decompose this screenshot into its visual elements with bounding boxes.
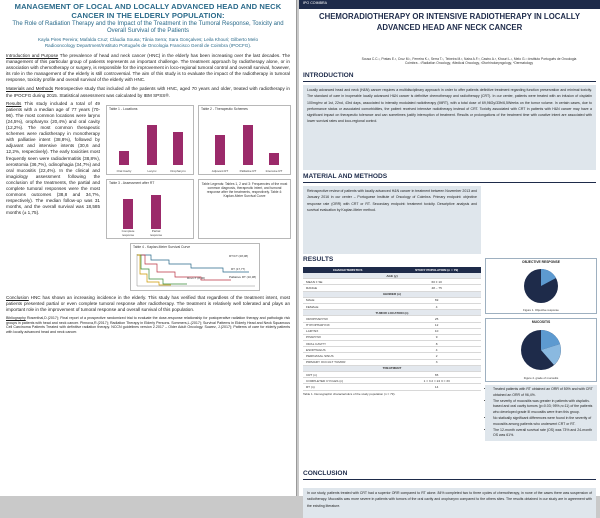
- bar-oropharynx: [173, 132, 183, 165]
- table-cell-key: MALE: [303, 297, 392, 303]
- table-group-label: AGE (y): [303, 273, 481, 279]
- objective-response-chart: [485, 258, 597, 314]
- conclusion-paragraph: [0, 295, 296, 313]
- table-row: [303, 384, 481, 390]
- km-label-rtct: RT/CT (28,08): [229, 253, 249, 258]
- results-section-heading: RESULTS: [303, 256, 334, 263]
- table-cell-value: 12: [392, 322, 481, 328]
- bullet-item: • Treated patients with RT obtained an ORR of 50% and with CRT obtained an ORR of 96,4%.: [493, 387, 594, 398]
- methods-text: Retrospective study that included all the patients with HNC, aged 70 years and older, treated with radiotherapy in the IPOCFG during 2015. Statistical assessment was calculated by IBM SPSS®.: [6, 86, 290, 98]
- table-3-title: Table 3 - Assessment after RT: [109, 180, 155, 185]
- table-cell-value: 48 – 75: [392, 285, 481, 291]
- table-cell-value: 25: [392, 316, 481, 322]
- label-adjuvant: Adjuvant RT: [211, 168, 229, 173]
- table-cell-value: 9: [392, 334, 481, 340]
- results-section: [0, 101, 296, 293]
- table-cell-key: PRIMARY OCCULT TUMOR: [303, 359, 392, 365]
- table-header-characteristics: CHARACTERISTICS: [303, 267, 392, 273]
- pie1-svg: [486, 264, 596, 306]
- intro-text: The prevalence of head and neck cancer (HNC) in the elderly has been increasing over the last decades. The management of this particular group of patients represents an important challenge. The treatment approach by radiotherapy alone, or in association with chemotherapy or surgery, is responsible for the improvement in loco-regional tumoral control and overall survival, however, its role in the management of the elderly is still controversial. The aim of this study is to evaluate the impact of the radiotherapy in tumoral response, toxicity profile and overall survival of the elderly with HNC.: [6, 53, 290, 83]
- bibliography-paragraph: [0, 316, 296, 334]
- km-curve-palliative: [137, 255, 187, 284]
- pie2-title: MUCOSITIS: [531, 320, 551, 324]
- table-header-population: STUDY POPULATION (n = 79): [392, 267, 481, 273]
- table-cell-value: 14: [392, 384, 481, 390]
- methods-paragraph: [0, 86, 296, 98]
- results-heading: Results: [6, 100, 22, 106]
- conclusion-box: In our study, patients treated with CRT had a superior ORR compared to RT alone. 84% completed two to three cycles of chemotherapy, in none of the cases there was suspension of radiotherapy. Mucositis was more severe in patients with tumors of the oral cavity and oropharynx compared to the others sites. The results obtained in our study are in agreement with the existing literature.: [303, 488, 596, 518]
- label-complete: Complete response: [121, 228, 135, 237]
- table-cell-key: CRT (n): [303, 372, 392, 378]
- conclusion-heading: Conclusion: [6, 294, 29, 300]
- mm-box: Retrospective review of patients with locally advanced H&N cancer in treatment between November 2013 and January 2016 in our center – Portuguese Institute of Oncology of Coimbra. Primary endpoint: objective response rate (ORR) with CRT or RT. Secondary endpoint: treatment toxicity. Descriptive analysis and survival evaluation by Kaplan-Meier method.: [303, 186, 481, 254]
- table-caption: Table 1. Demographic characteristics of the study population (n = 79).: [303, 391, 396, 396]
- label-palliative: Palliative RT: [239, 168, 257, 173]
- table-cell-key: RT (n): [303, 384, 392, 390]
- results-text: This study included a total of 49 patients with a median age of 77 years (70-96). The most common locations were larynx (24,5%), oropharynx (20,4%) and oral cavity (12,2%). The most common therapeutic schemes were radiotherapy in monotherapy with palliative intent (38,8%), followed by adjuvant and intensive intents (30,6 and 12,2%, respectively). The early toxicities most frequently seen were radiodermatitis (38,8%), xerostomia (36,7%), odinophagia (34,7%) and oral mucositis (22,4%). In the clinical and imagiology assessment following the conclusion of the treatments, the partial and complete tumoral responses were the most commons outcomes (38,8 and 34,7%, respectively). The median follow-up was 31 months, and the overall survival was 18,585 months (± 1,75).: [6, 100, 100, 216]
- label-partial: Partial response: [149, 228, 163, 237]
- intro-section-heading: INTRODUCTION: [303, 72, 354, 79]
- table-cell-value: 8: [392, 341, 481, 347]
- table-3-assessment: [106, 179, 194, 239]
- conclusion-rule: [303, 479, 596, 480]
- table-cell-value: 1 = 3 2 = 24 3 = 33: [392, 378, 481, 384]
- table-cell-key: COMPLETED CYCLES (n): [303, 378, 392, 384]
- km-label-rxct: Rx+CT (8,00): [187, 275, 206, 280]
- poster-subtitle: The Role of Radiation Therapy and the Impact of the Treatment in the Tumoral Response, Toxicity and Overall Survival of the Patients: [12, 21, 284, 35]
- table-cell-key: LARYNX: [303, 328, 392, 334]
- table-legends: Table Legends: Tables 1, 2 and 3: Frequencies of the most common diagnosis, therapeutic intent, and tumoral response after the treatments, respectively. Table 4: Kaplan-Meier Survival Curve: [198, 179, 291, 239]
- table-4-title: Table 4 - Kaplan-Meier Survival Curve: [133, 244, 191, 249]
- bullet-item: • The 12-month overall survival rate (OS) was 73% and 24-month OS was 61%.: [493, 428, 594, 439]
- bar-larynx: [147, 125, 157, 165]
- bullet-item: • The severity of mucositis was greater in patients with cisplatin-based and oral cavity tumors (p=0.03; 95%,n=11) of the patients who developed grade III mucositis were from this group.: [493, 399, 594, 416]
- label-larynx: Larynx: [147, 168, 157, 173]
- table-1-locations: [106, 105, 194, 175]
- results-bullets: [485, 385, 597, 441]
- pie1-caption: Figure 1. Objective response: [523, 308, 559, 312]
- logo-strip: [299, 0, 600, 9]
- table-cell-key: RANGE: [303, 285, 392, 291]
- table-cell-value: 10: [392, 328, 481, 334]
- ipo-logo: IPO COIMBRA: [303, 1, 327, 5]
- table-cell-key: HYPOPHARYNX: [303, 322, 392, 328]
- table-cell-key: PERINASAL SINUS: [303, 353, 392, 359]
- poster-affiliation: Radiooncology Department/Instituto Português de Oncologia Francisco Gentil de Coimbra (IPOCFG).: [44, 43, 252, 49]
- table-group-label: GENDER (n): [303, 291, 481, 297]
- mucositis-chart: [485, 318, 597, 382]
- table-cell-key: MEAN ± SE: [303, 279, 392, 285]
- pie1-title: OBJECTIVE RESPONSE: [522, 260, 560, 264]
- bibliography-heading: Bibliography: [6, 315, 26, 320]
- table-cell-value: 4: [392, 347, 481, 353]
- pie2-svg: [486, 324, 596, 374]
- conclusion-section-heading: CONCLUSION: [303, 470, 348, 477]
- table-group-label: TREATMENT: [303, 365, 481, 371]
- table-cell-value: 4: [392, 303, 481, 309]
- table-4-kaplan-meier: [130, 243, 260, 291]
- intro-box: Locally advanced head and neck (H&N) cancer requires a multidisciplinary approach in order to offer patients definitive treatment regarding function preservation and minimal toxicity. The standard of care in inoperable locally advanced H&N cancer is definitive chemotherapy and radiotherapy (CRT). In our center, patients were treated with an infusion of cisplatin 100mg/m² at 1st, 22nd, 43rd days, associated to intensity modulated radiotherapy (IMRT), with a total dose of 69,96Gy/33fr/6,5Weeks on the tumor volume. In certain cases, due to performance status or associated comorbidities, the patient received intensive radiotherapy instead of CRT. Toxicity associated with CRT in patients with H&N cancer may have a significant impact on therapeutic tolerance and can sometimes justify interruption of treatment. Results or prolongations of the treatment time with curative intent are associated with lower survival rates and loco-regional control.: [303, 85, 596, 170]
- right-title: CHEMORADIOTHERAPY OR INTENSIVE RADIOTHERAPY IN LOCALLY ADVANCED HEAD ANF NECK CANCER: [318, 12, 581, 32]
- table-2-title: Table 2 - Therapeutic Schemes: [201, 106, 248, 111]
- intro-paragraph: [0, 53, 296, 83]
- demographics-table-body: [303, 273, 481, 390]
- km-label-palliative: Palliative RT (10,38): [229, 274, 257, 279]
- bar-oral-cavity: [119, 151, 129, 165]
- mm-rule: [303, 182, 596, 183]
- table-cell-key: ESOPHAGUS: [303, 347, 392, 353]
- results-paragraph: [6, 101, 100, 217]
- bibliography-text: Rosenthal,D.(2017); Final report of a prospective randomized trial to evaluate the dose-response relationship for postoperative radiation therapy and pathologic risk groups in patients with head and neck cancer. Pinnova,R.(2017); Radiation Therapy in Elderly Persons. Sommers,L.(2017); Survival Patterns in Elderly Head and Neck Squamous Cell Carcinoma Patients Treated with definitive radiation therapy. NCCN guidelines version 2.2017 – Older Adult Oncology. Suarez, J.(2017); Patterns of care for elderly patients with locally advanced head and neck cancer.: [6, 315, 290, 334]
- table-cell-value: 65: [392, 372, 481, 378]
- label-oral-cavity: Oral Cavity: [116, 168, 132, 173]
- table-group-label: TUMOR LOCATION (n): [303, 310, 481, 316]
- table-cell-key: PHARYNX: [303, 334, 392, 340]
- table-cell-key: FEMALE: [303, 303, 392, 309]
- right-authors: Sousa C.C.¹, Pratas E.², Cruz M.¹, Ferreira K.¹, Serra T.¹, Teixeira M.², Naira A.F.³, Castro A.³, Khouri L.¹, Melo G.¹ ¹Instituto Português de Oncologia Coimbra - ¹Radiation Oncology, ²Medical Oncology, ³Otorhinolaryngology, ⁴Dermatology: [361, 57, 577, 66]
- table-cell-key: ORAL CAVITY: [303, 341, 392, 347]
- conclusion-text: HNC has shown an increasing incidence in the elderly. This study has verified that regardless of the treatment intent, most patients presented partial or even complete tumoral response after radiotherapy. The treatment is relatively well tolerated and plays an important role in the improvement of tumoral response and overall survival of this population.: [6, 294, 290, 312]
- km-label-rt: RT (17,77): [231, 266, 246, 271]
- right-poster: [299, 0, 600, 508]
- table-2-schemes: [198, 105, 291, 175]
- table-cell-key: OROPHARYNX: [303, 316, 392, 322]
- table-cell-value: 2: [392, 353, 481, 359]
- table-cell-value: 3: [392, 359, 481, 365]
- km-curve-rxct: [137, 255, 171, 285]
- demographics-table: [303, 267, 481, 467]
- bar-partial: [151, 195, 161, 229]
- bar-complete: [123, 199, 133, 229]
- bar-intensive: [269, 153, 279, 165]
- poster-authors: Kayla Pires Pereira; Mafalda Cruz; Cláudia Sousa; Tânia Serra; Sara Gonçalves; Leila Khouri; Gilberto Melo: [37, 37, 258, 43]
- poster-title: MANAGEMENT OF LOCAL AND LOCALLY ADVANCED HEAD AND NECK CANCER IN THE ELDERLY POPULATION:: [14, 2, 282, 20]
- table-cell-value: 69: [392, 297, 481, 303]
- label-oropharynx: Oropharynx: [170, 168, 186, 173]
- table-1-title: Table 1 - Locations: [109, 106, 138, 111]
- label-intensive: Intensive RT: [265, 168, 283, 173]
- bar-palliative: [243, 125, 253, 165]
- bar-adjuvant: [215, 135, 225, 165]
- left-poster: [0, 0, 297, 496]
- table-cell-value: 60 ± 10: [392, 279, 481, 285]
- intro-rule: [303, 81, 596, 82]
- intro-heading: Introduction and Purpose: [6, 53, 59, 58]
- pie2-caption: Figure 2. grade of mucositis: [523, 376, 559, 380]
- mm-section-heading: MATERIAL AND METHODS: [303, 173, 388, 180]
- bullet-item: • No statically significant differences were found in the severity of mucositis among patients who underwent CRT or RT.: [493, 416, 594, 427]
- methods-heading: Materials and Methods: [6, 86, 54, 92]
